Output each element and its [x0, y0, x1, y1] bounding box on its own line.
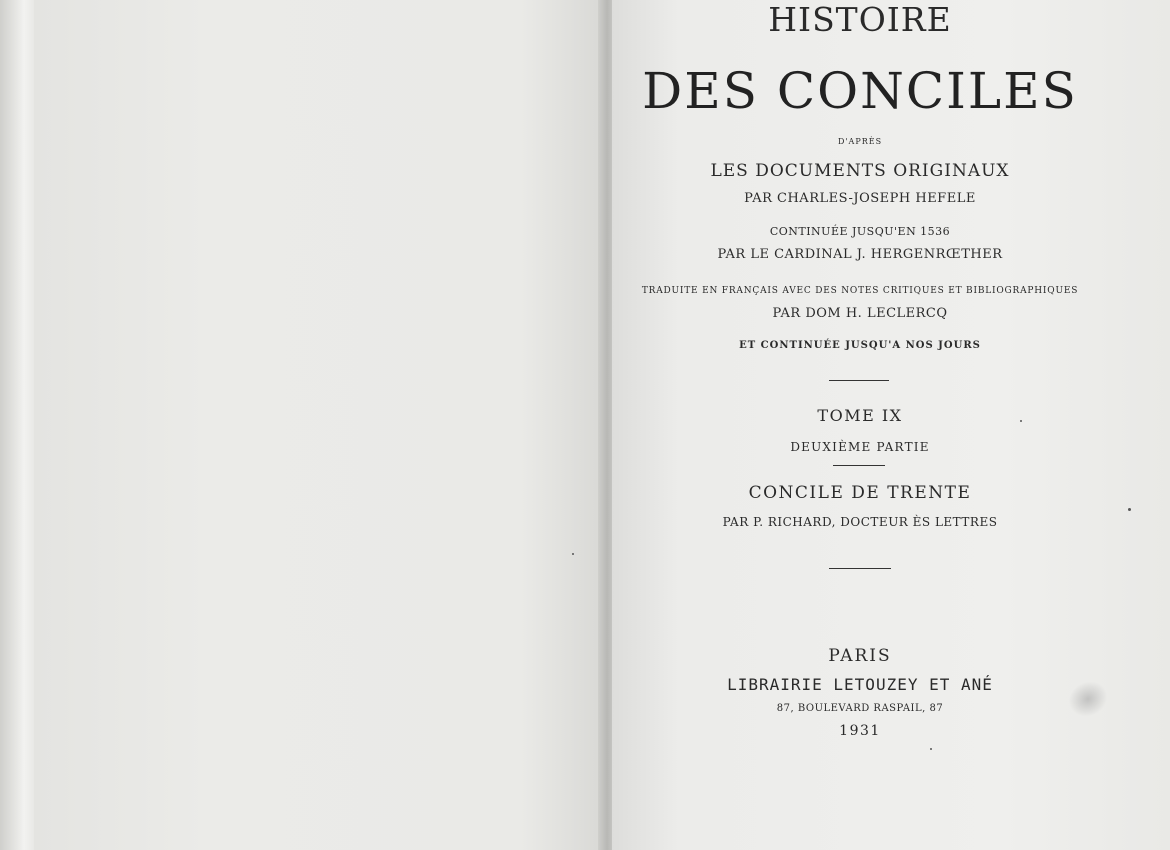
rule-divider — [829, 568, 891, 569]
documents-line: LES DOCUMENTS ORIGINAUX — [710, 161, 1010, 181]
partie-line: DEUXIÈME PARTIE — [790, 440, 930, 454]
continuee-line: CONTINUÉE JUSQU'EN 1536 — [769, 225, 951, 238]
paper-speck — [1128, 508, 1131, 511]
cardinal-line: PAR LE CARDINAL J. HERGENRŒTHER — [717, 247, 1003, 262]
rule-divider — [833, 465, 885, 466]
paper-speck — [930, 748, 932, 750]
translator-line: PAR DOM H. LECLERCQ — [772, 306, 948, 321]
city-line: PARIS — [828, 646, 892, 666]
title-histoire: HISTOIRE — [768, 0, 952, 39]
tome-line: TOME IX — [817, 406, 903, 425]
dapres-line: D'APRÈS — [837, 137, 883, 146]
paper-speck — [572, 553, 574, 555]
traduite-line: TRADUITE EN FRANÇAIS AVEC DES NOTES CRITIQUES ET BIBLIOGRAPHIQUES — [641, 286, 1079, 296]
publisher-line: LIBRAIRIE LETOUZEY ET ANÉ — [727, 675, 993, 694]
blank-left-page — [34, 0, 606, 850]
continuation-line: ET CONTINUÉE JUSQU'A NOS JOURS — [739, 340, 981, 351]
title-des-conciles: DES CONCILES — [642, 62, 1078, 120]
paper-speck — [1020, 420, 1022, 422]
rule-divider — [829, 380, 889, 381]
subject-author-line: PAR P. RICHARD, DOCTEUR ÈS LETTRES — [722, 515, 998, 529]
subject-line: CONCILE DE TRENTE — [748, 483, 972, 503]
year-line: 1931 — [839, 723, 881, 739]
address-line: 87, BOULEVARD RASPAIL, 87 — [776, 703, 944, 714]
author-line: PAR CHARLES-JOSEPH HEFELE — [744, 191, 976, 206]
